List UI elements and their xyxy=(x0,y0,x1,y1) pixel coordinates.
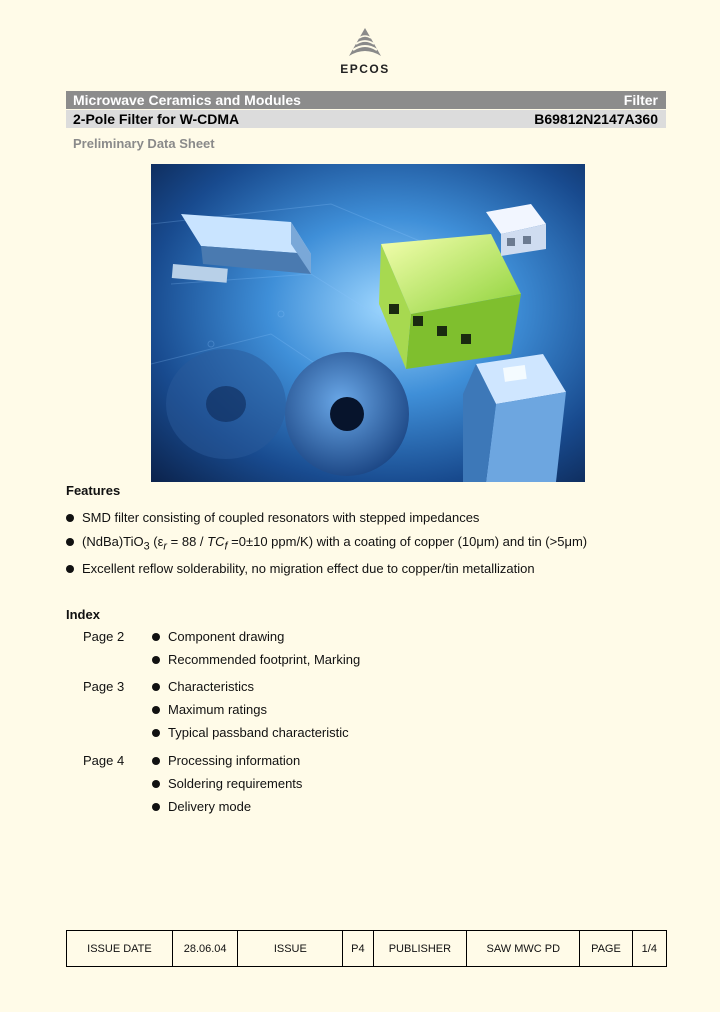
part-number: B69812N2147A360 xyxy=(534,111,658,127)
index-item: Delivery mode xyxy=(152,799,251,814)
feature-text: Excellent reflow solderability, no migration effect due to copper/tin metallization xyxy=(82,561,535,576)
index-page-label: Page 4 xyxy=(83,753,125,768)
brand-name: EPCOS xyxy=(340,62,390,76)
features-heading: Features xyxy=(66,483,121,498)
issue-date-value: 28.06.04 xyxy=(172,931,238,967)
title-bar xyxy=(66,110,666,128)
epcos-logo-icon xyxy=(345,26,385,60)
bullet-icon xyxy=(152,780,160,788)
feature-text: SMD filter consisting of coupled resonators with stepped impedances xyxy=(82,510,480,525)
page-value: 1/4 xyxy=(632,931,666,967)
bullet-icon xyxy=(152,656,160,664)
bullet-icon xyxy=(66,514,74,522)
index-item: Maximum ratings xyxy=(152,702,267,717)
epcos-logo xyxy=(333,26,397,80)
index-item: Characteristics xyxy=(152,679,254,694)
bullet-icon xyxy=(152,633,160,641)
index-item: Component drawing xyxy=(152,629,284,644)
issue-value: P4 xyxy=(343,931,373,967)
issue-label: ISSUE xyxy=(238,931,343,967)
product-type: Filter xyxy=(623,92,658,108)
bullet-icon xyxy=(152,803,160,811)
bullet-icon xyxy=(152,757,160,765)
category-bar xyxy=(66,91,666,109)
bullet-icon xyxy=(66,538,74,546)
page-label: PAGE xyxy=(580,931,632,967)
issue-footer-table xyxy=(66,930,667,967)
index-page-label: Page 3 xyxy=(83,679,125,694)
document-status: Preliminary Data Sheet xyxy=(73,136,215,151)
bullet-icon xyxy=(152,683,160,691)
bullet-icon xyxy=(152,706,160,714)
feature-item xyxy=(66,561,535,576)
index-item: Soldering requirements xyxy=(152,776,302,791)
category-title: Microwave Ceramics and Modules xyxy=(73,92,301,108)
bullet-icon xyxy=(66,565,74,573)
product-photo xyxy=(151,164,585,482)
feature-text-material: (NdBa)TiO$_3$ ($\varepsilon_r = 88 / TC_f =0\pm 10$ ppm/K) with a coating of copper (10μm) and tin (>5μm) xyxy=(82,534,588,553)
bullet-icon xyxy=(152,729,160,737)
publisher-value: SAW MWC PD xyxy=(467,931,580,967)
index-item: Recommended footprint, Marking xyxy=(152,652,360,667)
product-title: 2-Pole Filter for W-CDMA xyxy=(73,111,240,127)
issue-date-label: ISSUE DATE xyxy=(67,931,173,967)
index-heading: Index xyxy=(66,607,100,622)
feature-item xyxy=(66,510,479,525)
index-item: Processing information xyxy=(152,753,300,768)
index-item: Typical passband characteristic xyxy=(152,725,349,740)
index-page-label: Page 2 xyxy=(83,629,125,644)
feature-item xyxy=(66,534,587,553)
publisher-label: PUBLISHER xyxy=(373,931,467,967)
